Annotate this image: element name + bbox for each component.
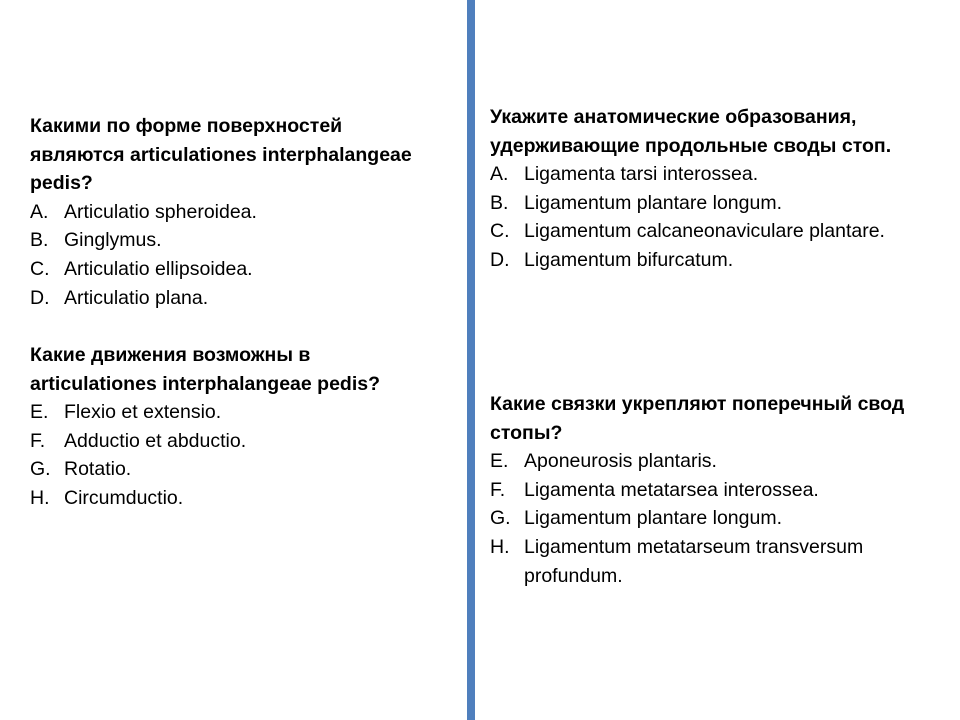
option-text: Rotatio. bbox=[64, 458, 132, 481]
question-title: Какими по форме поверхностей являются articulationes interphalangeae pedis? bbox=[30, 115, 412, 195]
option-text: Ligamenta tarsi interossea. bbox=[524, 163, 759, 186]
option-letter: E. bbox=[490, 450, 509, 473]
answer-option bbox=[490, 217, 910, 246]
option-letter: A. bbox=[30, 200, 49, 223]
option-text: Ligamentum plantare longum. bbox=[524, 507, 782, 530]
option-letter: B. bbox=[30, 229, 49, 252]
question-title: Какие связки укрепляют поперечный свод стопы? bbox=[490, 393, 905, 444]
option-text: Ginglymus. bbox=[64, 229, 162, 252]
option-text: Flexio et extensio. bbox=[64, 401, 222, 424]
answer-option bbox=[490, 476, 910, 505]
answer-option bbox=[30, 284, 430, 313]
question-movements bbox=[30, 341, 430, 513]
option-text: Ligamentum metatarseum transversum profundum. bbox=[524, 535, 864, 587]
option-text: Ligamentum calcaneonaviculare plantare. bbox=[524, 220, 885, 243]
answer-options bbox=[490, 160, 910, 274]
answer-option bbox=[30, 226, 430, 255]
answer-option bbox=[490, 447, 910, 476]
option-letter: G. bbox=[490, 507, 511, 530]
option-letter: B. bbox=[490, 191, 509, 214]
option-letter: C. bbox=[30, 257, 50, 280]
answer-option bbox=[30, 484, 430, 513]
answer-option bbox=[30, 198, 430, 227]
option-letter: F. bbox=[490, 478, 506, 501]
column-divider bbox=[467, 0, 475, 720]
option-text: Articulatio plana. bbox=[64, 286, 209, 309]
answer-option bbox=[490, 160, 910, 189]
option-letter: G. bbox=[30, 458, 51, 481]
option-letter: D. bbox=[490, 248, 510, 271]
option-letter: H. bbox=[30, 486, 50, 509]
question-title: Укажите анатомические образования, удерживающие продольные своды стоп. bbox=[490, 106, 892, 157]
answer-options bbox=[30, 398, 430, 512]
question-longitudinal-arch bbox=[490, 103, 910, 275]
answer-option bbox=[490, 189, 910, 218]
question-transverse-arch bbox=[490, 390, 910, 590]
answer-option bbox=[30, 255, 430, 284]
answer-option bbox=[490, 533, 910, 590]
option-text: Circumductio. bbox=[64, 486, 184, 509]
option-text: Adductio et abductio. bbox=[64, 429, 247, 452]
question-title: Какие движения возможны в articulationes interphalangeae pedis? bbox=[30, 344, 381, 395]
option-letter: F. bbox=[30, 429, 46, 452]
option-letter: E. bbox=[30, 401, 49, 424]
option-text: Articulatio spheroidea. bbox=[64, 200, 257, 223]
option-text: Ligamentum bifurcatum. bbox=[524, 248, 734, 271]
option-letter: H. bbox=[490, 535, 510, 558]
answer-option bbox=[30, 398, 430, 427]
option-letter: A. bbox=[490, 163, 509, 186]
option-text: Articulatio ellipsoidea. bbox=[64, 257, 253, 280]
option-letter: D. bbox=[30, 286, 50, 309]
answer-option bbox=[490, 246, 910, 275]
answer-option bbox=[30, 455, 430, 484]
option-text: Ligamentum plantare longum. bbox=[524, 191, 782, 214]
answer-options bbox=[490, 447, 910, 590]
answer-option bbox=[490, 504, 910, 533]
answer-options bbox=[30, 198, 430, 312]
option-letter: C. bbox=[490, 220, 510, 243]
question-surface-shape bbox=[30, 112, 430, 312]
option-text: Aponeurosis plantaris. bbox=[524, 450, 717, 473]
option-text: Ligamenta metatarsea interossea. bbox=[524, 478, 819, 501]
answer-option bbox=[30, 427, 430, 456]
